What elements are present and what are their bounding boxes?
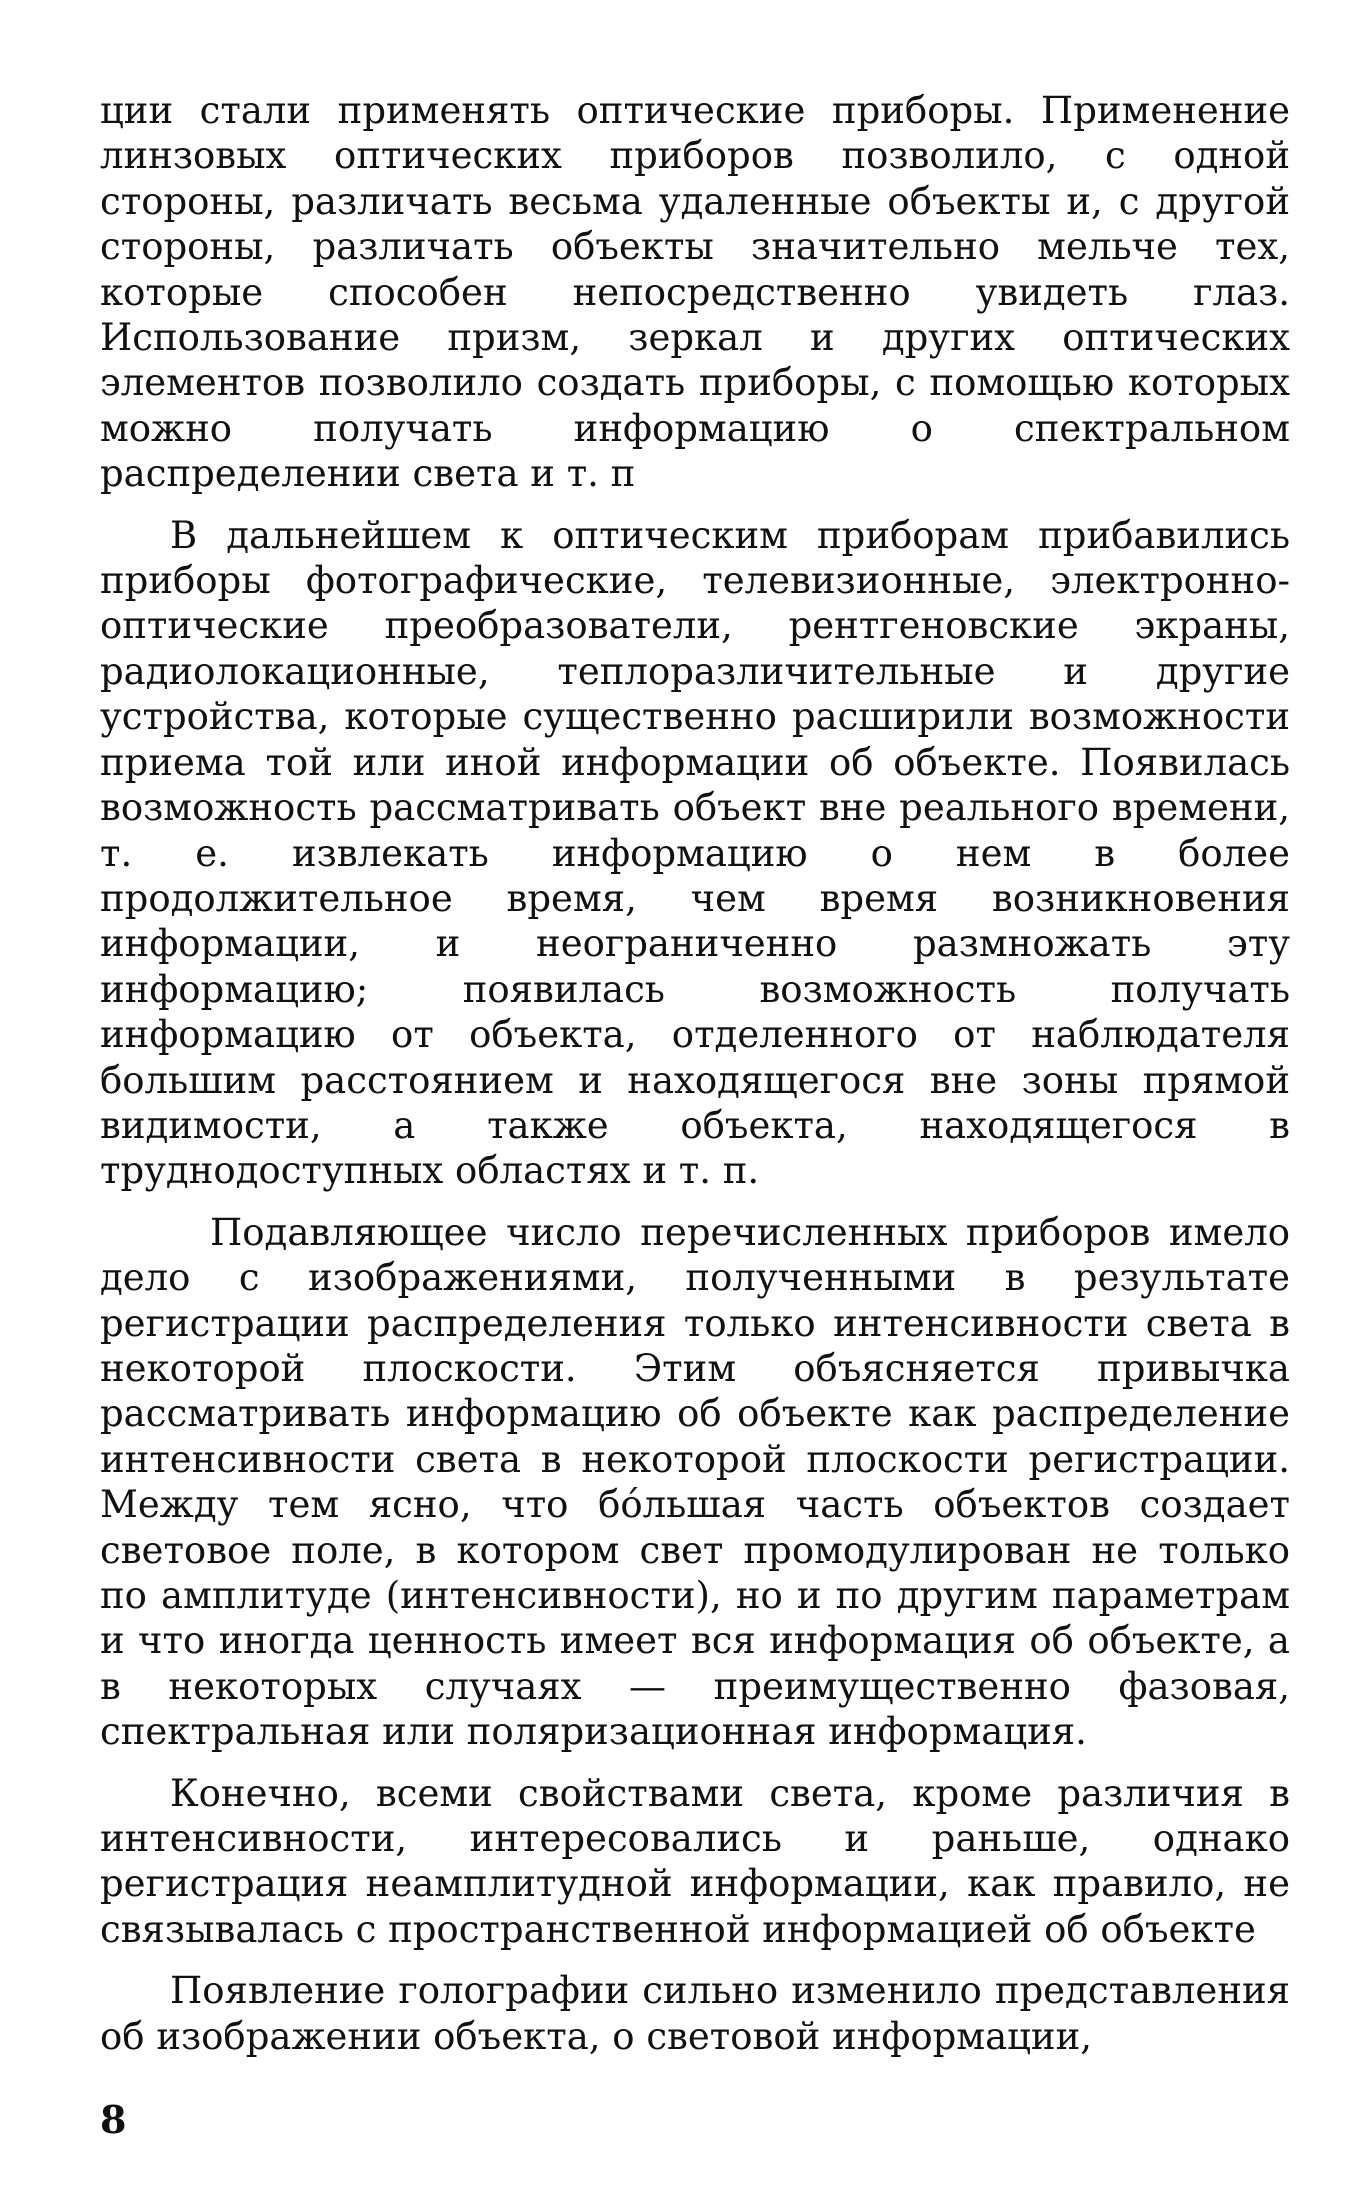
paragraph-holography: Появление голографии сильно изменило представления об изображении объекта, о световой информации, — [100, 1969, 1290, 2058]
page-text — [100, 88, 1290, 2075]
paragraph-optical-instruments: ции стали применять оптические приборы. Применение линзовых оптических приборов позволило, с одной стороны, различать весьма удаленные объекты и, с другой стороны, различать объекты значительно мельче тех, которые способен непосредственно увидеть глаз. Использование призм, зеркал и других оптических элементов позволило создать приборы, с помощью которых можно получать информацию о спектральном распределении света и т. п — [100, 89, 1290, 496]
paragraph-new-devices: В дальнейшем к оптическим приборам прибавились приборы фотографические, телевизионные, электронно-оптические преобразователи, рентгеновские экраны, радиолокационные, теплоразличительные и другие устройства, которые существенно расширили возможности приема той или иной информации об объекте. Появилась возможность рассматривать объект вне реального времени, т. е. извлекать информацию о нем в более продолжительное время, чем время возникновения информации, и неограниченно размножать эту информацию; появилась возможность получать информацию от объекта, отделенного от наблюдателя большим расстоянием и находящегося вне зоны прямой видимости, а также объекта, находящегося в труднодоступных областях и т. п. — [100, 513, 1290, 1193]
paragraph-intensity-images: Подавляющее число перечисленных приборов имело дело с изображениями, полученными в результате регистрации распределения только интенсивности света в некоторой плоскости. Этим объясняется привычка рассматривать информацию об объекте как распределение интенсивности света в некоторой плоскости регистрации. Между тем ясно, что бóльшая часть объектов создает световое поле, в котором свет промодулирован не только по амплитуде (интенсивности), но и по другим параметрам и что иногда ценность имеет вся информация об объекте, а в некоторых случаях — преимущественно фазовая, спектральная или поляризационная информация. — [100, 1210, 1290, 1754]
page-number: 8 — [100, 2097, 127, 2142]
paragraph-non-amplitude-info: Конечно, всеми свойствами света, кроме различия в интенсивности, интересовались и раньше, однако регистрация неамплитудной информации, как правило, не связывалась с пространственной информацией об объекте — [100, 1771, 1290, 1951]
